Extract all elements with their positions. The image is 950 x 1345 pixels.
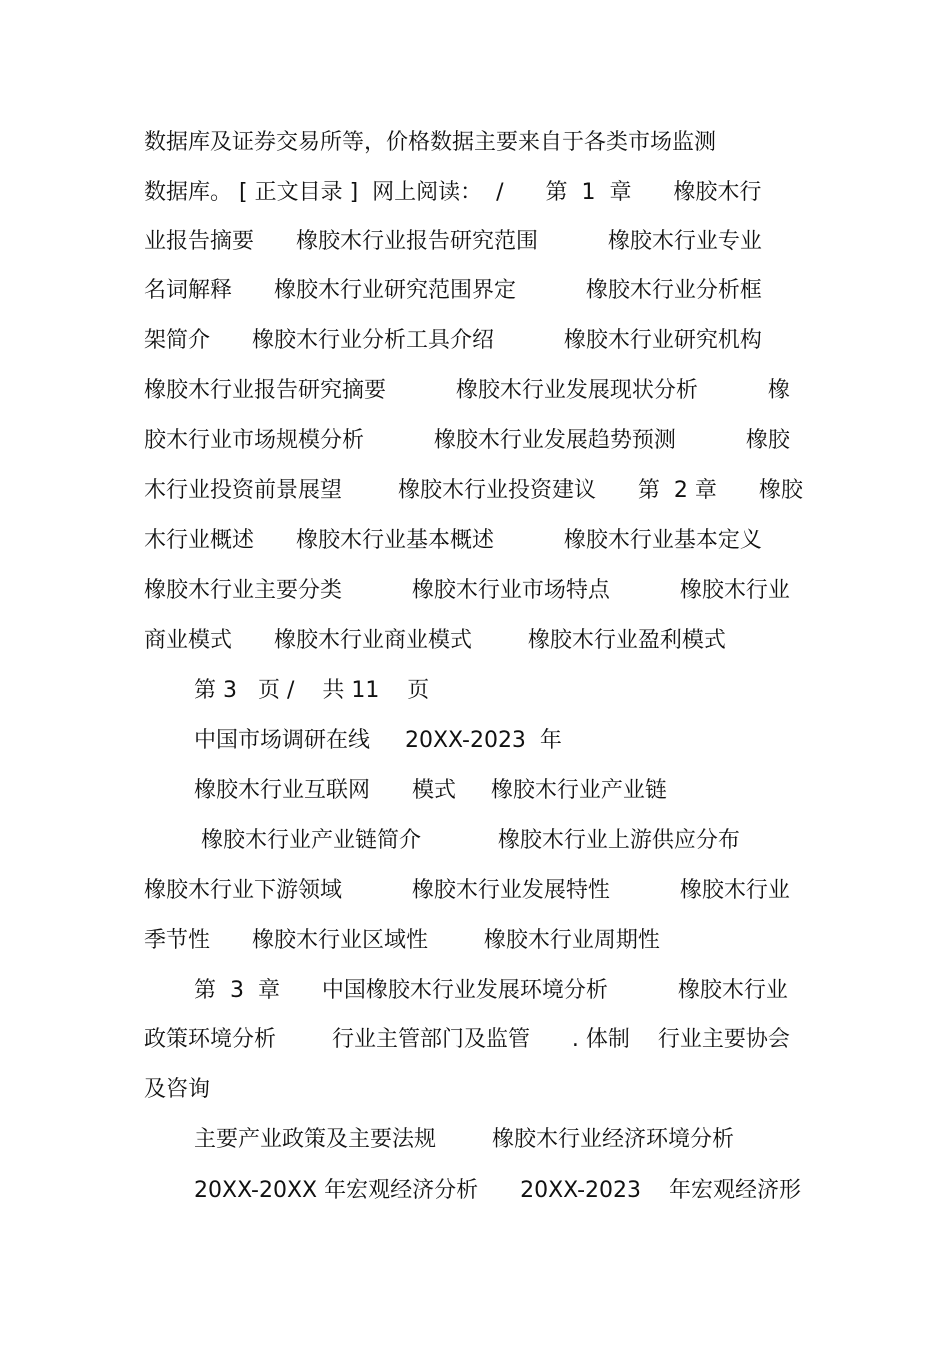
text-line: 商业模式 橡胶木行业商业模式 橡胶木行业盈利模式 — [144, 628, 726, 653]
text-line: 橡胶木行业报告研究摘要 橡胶木行业发展现状分析 橡 — [144, 378, 790, 403]
text-line: 政策环境分析 行业主管部门及监管 . 体制 行业主要协会 — [144, 1027, 790, 1052]
text-line: 橡胶木行业主要分类 橡胶木行业市场特点 橡胶木行业 — [144, 578, 790, 603]
text-line: 数据库及证券交易所等，价格数据主要来自于各类市场监测 — [144, 130, 717, 155]
running-header: 中国市场调研在线 20XX-2023 年 — [194, 728, 562, 753]
page-number: 第 3 页 / 共 11 页 — [194, 678, 430, 703]
text-line: 季节性 橡胶木行业区域性 橡胶木行业周期性 — [144, 928, 660, 953]
text-line: 20XX-20XX 年宏观经济分析 20XX-2023 年宏观经济形 — [194, 1178, 802, 1203]
text-line: 木行业投资前景展望 橡胶木行业投资建议 第 2 章 橡胶 — [144, 478, 803, 503]
text-line: 名词解释 橡胶木行业研究范围界定 橡胶木行业分析框 — [144, 278, 762, 303]
text-line: 橡胶木行业下游领域 橡胶木行业发展特性 橡胶木行业 — [144, 878, 790, 903]
text-line: 橡胶木行业产业链简介 橡胶木行业上游供应分布 — [194, 828, 740, 853]
text-line: 木行业概述 橡胶木行业基本概述 橡胶木行业基本定义 — [144, 528, 762, 553]
text-line: 数据库。 [ 正文目录 ] 网上阅读： / 第 1 章 橡胶木行 — [144, 180, 762, 205]
text-line: 橡胶木行业互联网 模式 橡胶木行业产业链 — [194, 778, 667, 803]
text-line: 胶木行业市场规模分析 橡胶木行业发展趋势预测 橡胶 — [144, 428, 790, 453]
text-line: 架简介 橡胶木行业分析工具介绍 橡胶木行业研究机构 — [144, 328, 762, 353]
text-line: 业报告摘要 橡胶木行业报告研究范围 橡胶木行业专业 — [144, 229, 762, 254]
text-line: 及咨询 — [144, 1077, 211, 1102]
text-line: 主要产业政策及主要法规 橡胶木行业经济环境分析 — [194, 1127, 734, 1152]
text-line: 第 3 章 中国橡胶木行业发展环境分析 橡胶木行业 — [194, 978, 788, 1003]
